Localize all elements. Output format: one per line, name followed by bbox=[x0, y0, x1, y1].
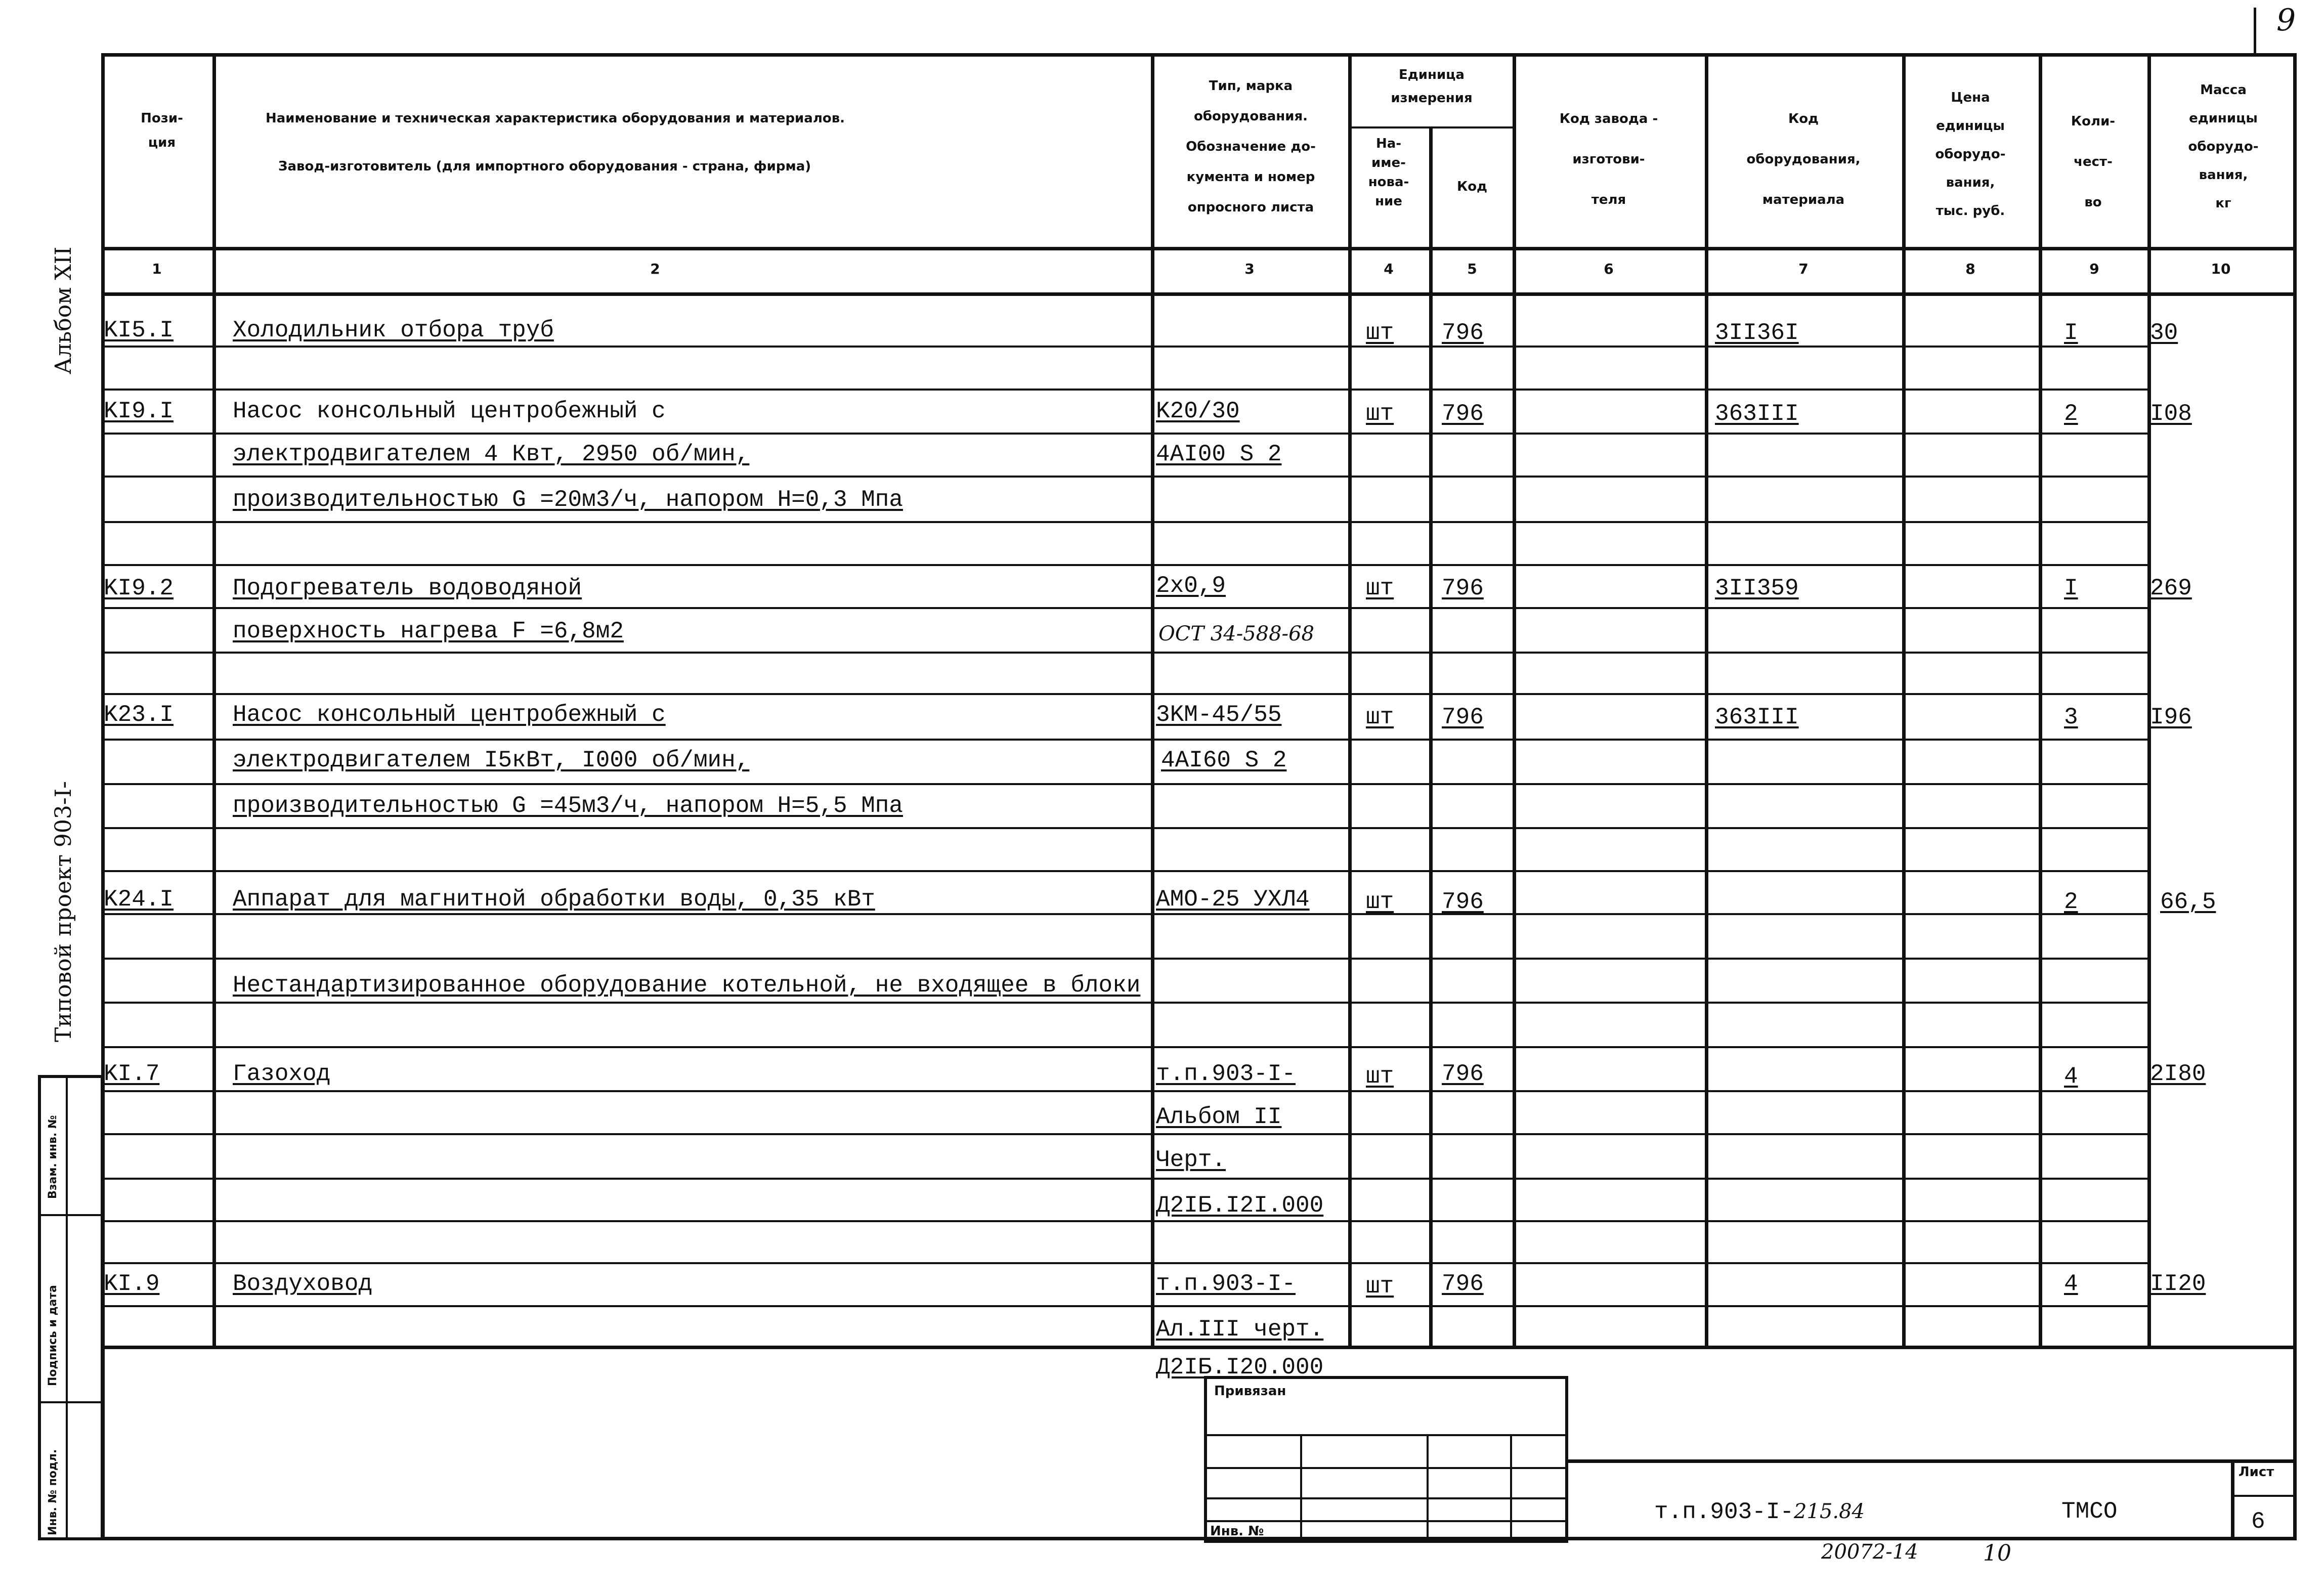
row-type: т.п.903-I- bbox=[1156, 1271, 1296, 1297]
doc-code-handwritten: 215.84 bbox=[1794, 1500, 1865, 1523]
row-line bbox=[101, 827, 2150, 829]
row-line bbox=[101, 1090, 2150, 1092]
colnum-5: 5 bbox=[1467, 261, 1477, 277]
header-col10: Масса единицы оборудо- вания, кг bbox=[2188, 82, 2259, 211]
project-label: Типовой проект 903-I- bbox=[51, 781, 76, 1042]
col-line-4 bbox=[1429, 126, 1433, 1348]
row-code: 796 bbox=[1442, 704, 1484, 730]
row-type: Д2IБ.I20.000 bbox=[1156, 1354, 1324, 1381]
row-line bbox=[101, 564, 2150, 566]
row-qty: I bbox=[2064, 320, 2078, 346]
col-line-8 bbox=[2039, 53, 2042, 1348]
row-unit: шт bbox=[1366, 575, 1394, 601]
colnum-4: 4 bbox=[1384, 261, 1394, 277]
title-block-sheet-line bbox=[2231, 1495, 2297, 1497]
title-block-line bbox=[1204, 1497, 1568, 1499]
row-code: 796 bbox=[1442, 1271, 1484, 1297]
row-name: производительностью G =20м3/ч, напором Н=0,3 Мпа bbox=[233, 487, 903, 513]
row-mass: 66,5 bbox=[2160, 889, 2216, 915]
row-code: 796 bbox=[1442, 889, 1484, 915]
row-name: Насос консольный центробежный с bbox=[233, 702, 666, 728]
row-unit: шт bbox=[1366, 704, 1394, 730]
row-mass: I96 bbox=[2150, 704, 2192, 730]
row-line bbox=[101, 1178, 2150, 1180]
header-col9: Коли- чест- во bbox=[2071, 114, 2116, 210]
stamp-divider bbox=[38, 1401, 104, 1403]
section-heading: Нестандартизированное оборудование котельной, не входящее в блоки bbox=[233, 972, 1141, 999]
doc-series: ТМСО bbox=[2061, 1498, 2118, 1525]
row-line bbox=[101, 1002, 2150, 1004]
row-line bbox=[101, 389, 2150, 391]
row-pos: K24.I bbox=[104, 886, 174, 913]
doc-code-prefix: т.п.903-I- bbox=[1654, 1499, 1794, 1525]
colnum-2: 2 bbox=[650, 261, 660, 277]
row-pos: KI.7 bbox=[104, 1061, 160, 1087]
title-block-main-line bbox=[1568, 1459, 2297, 1463]
row-type: AMO-25 УХЛ4 bbox=[1156, 886, 1310, 913]
row-type: K20/30 bbox=[1156, 398, 1240, 424]
row-pos: KI.9 bbox=[104, 1271, 160, 1297]
header-col3: Тип, марка оборудования. Обозначение до- кумента и номер опросного листа bbox=[1186, 78, 1316, 215]
title-block-frame bbox=[1204, 1376, 1568, 1543]
row-type: Д2IБ.I2I.000 bbox=[1156, 1192, 1324, 1219]
row-type: Черт. bbox=[1156, 1147, 1226, 1173]
row-qty: I bbox=[2064, 575, 2078, 601]
stamp-replacement-label: Взам. инв. № bbox=[47, 1115, 59, 1199]
row-code7: 363III bbox=[1715, 704, 1799, 730]
stamp-divider-vertical bbox=[66, 1075, 68, 1540]
colnum-8: 8 bbox=[1965, 261, 1975, 277]
row-line bbox=[101, 476, 2150, 478]
row-name: Аппарат для магнитной обработки воды, 0,35 кВт bbox=[233, 886, 875, 913]
row-qty: 4 bbox=[2064, 1271, 2078, 1297]
row-line bbox=[101, 958, 2150, 960]
row-name: Подогреватель водоводяной bbox=[233, 575, 582, 601]
row-type: Ал.III черт. bbox=[1156, 1316, 1324, 1343]
page-number-divider bbox=[2254, 8, 2256, 53]
row-type: 4AI60 S 2 bbox=[1161, 747, 1287, 773]
colnum-10: 10 bbox=[2211, 261, 2231, 277]
table-bottom-line bbox=[101, 1346, 2297, 1349]
row-code: 796 bbox=[1442, 1061, 1484, 1087]
col-line-1 bbox=[212, 53, 216, 1348]
row-line bbox=[101, 346, 2150, 348]
row-qty: 2 bbox=[2064, 401, 2078, 427]
row-mass: 30 bbox=[2150, 320, 2178, 346]
colnum-9: 9 bbox=[2089, 261, 2099, 277]
stamp-divider bbox=[38, 1214, 104, 1216]
album-label: Альбом XII bbox=[51, 246, 76, 374]
archive-number: 20072-14 bbox=[1821, 1540, 1918, 1564]
row-name: Воздуховод bbox=[233, 1271, 373, 1297]
row-mass: 269 bbox=[2150, 575, 2192, 601]
row-pos: KI9.2 bbox=[104, 575, 174, 601]
header-col4: На- име- нова- ние bbox=[1368, 136, 1409, 209]
row-unit: шт bbox=[1366, 1273, 1394, 1300]
sheet-number: 6 bbox=[2251, 1508, 2265, 1535]
sheet-count: 10 bbox=[1983, 1540, 2011, 1566]
title-block-line bbox=[1204, 1467, 1568, 1469]
row-line bbox=[101, 693, 2150, 695]
header-col2-line1: Наименование и техническая характеристика оборудования и материалов. bbox=[266, 111, 845, 126]
row-pos: K23.I bbox=[104, 702, 174, 728]
title-block-vline bbox=[1300, 1434, 1302, 1540]
colnum-1: 1 bbox=[152, 261, 162, 277]
header-col7: Код оборудования, материала bbox=[1746, 111, 1861, 207]
row-line bbox=[101, 870, 2150, 872]
colnum-bottom-line bbox=[101, 292, 2297, 296]
row-mass: I08 bbox=[2150, 401, 2192, 427]
row-code7: 363III bbox=[1715, 401, 1799, 427]
row-code7: 3II359 bbox=[1715, 575, 1799, 601]
row-qty: 3 bbox=[2064, 704, 2078, 730]
row-code: 796 bbox=[1442, 320, 1484, 346]
row-line bbox=[101, 433, 2150, 435]
row-type: Альбом II bbox=[1156, 1104, 1282, 1130]
row-mass: 2I80 bbox=[2150, 1061, 2206, 1087]
row-line bbox=[101, 1046, 2150, 1048]
row-name: поверхность нагрева F =6,8м2 bbox=[233, 618, 624, 644]
header-col2-line2: Завод-изготовитель (для импортного оборудования - страна, фирма) bbox=[278, 159, 811, 174]
row-line bbox=[101, 1305, 2150, 1307]
row-code7: 3II36I bbox=[1715, 320, 1799, 346]
sheet-label: Лист bbox=[2239, 1464, 2274, 1480]
title-block-vline bbox=[1427, 1434, 1429, 1540]
row-pos: KI5.I bbox=[104, 317, 174, 343]
header-unit-group: Единица измерения bbox=[1391, 67, 1473, 106]
row-name: Газоход bbox=[233, 1061, 331, 1087]
row-name: Холодильник отбора труб bbox=[233, 317, 554, 343]
row-name: Насос консольный центробежный с bbox=[233, 398, 666, 424]
row-unit: шт bbox=[1366, 1063, 1394, 1090]
table-top-border bbox=[101, 53, 2297, 57]
row-pos: KI9.I bbox=[104, 398, 174, 424]
header-col6: Код завода - изготови- теля bbox=[1559, 111, 1658, 207]
title-block-inv-label: Инв. № bbox=[1210, 1524, 1264, 1539]
col-line-7 bbox=[1902, 53, 1906, 1348]
row-line bbox=[101, 1133, 2150, 1135]
row-line bbox=[101, 521, 2150, 523]
stamp-signature-label: Подпись и дата bbox=[47, 1285, 59, 1386]
title-block-sheet-divider bbox=[2231, 1459, 2234, 1540]
header-col8: Цена единицы оборудо- вания, тыс. руб. bbox=[1935, 90, 2006, 219]
row-code: 796 bbox=[1442, 401, 1484, 427]
row-name: производительностью G =45м3/ч, напором Н=5,5 Мпа bbox=[233, 793, 903, 819]
title-block-line bbox=[1204, 1434, 1568, 1436]
row-code: 796 bbox=[1442, 575, 1484, 601]
row-unit: шт bbox=[1366, 889, 1394, 915]
row-line bbox=[101, 652, 2150, 654]
title-block-privyazan: Привязан bbox=[1214, 1384, 1286, 1399]
col-line-5 bbox=[1513, 53, 1516, 1348]
doc-code bbox=[1654, 1497, 1865, 1526]
row-mass: II20 bbox=[2150, 1271, 2206, 1297]
row-line bbox=[101, 1262, 2150, 1264]
row-qty: 2 bbox=[2064, 889, 2078, 915]
row-unit: шт bbox=[1366, 401, 1394, 427]
row-type: 3KM-45/55 bbox=[1156, 702, 1282, 728]
title-block-line bbox=[1204, 1520, 1568, 1522]
colnum-7: 7 bbox=[1798, 261, 1809, 277]
col-line-9 bbox=[2147, 53, 2151, 1348]
row-name: электродвигателем I5кВт, I000 об/мин, bbox=[233, 747, 750, 773]
row-line bbox=[101, 739, 2150, 741]
row-line bbox=[101, 783, 2150, 785]
title-block-vline bbox=[1510, 1434, 1512, 1540]
row-type: ОСТ 34-588-68 bbox=[1158, 622, 1314, 645]
header-bottom-line bbox=[101, 247, 2297, 250]
row-line bbox=[101, 1220, 2150, 1222]
row-line bbox=[101, 607, 2150, 609]
header-col1: Пози- ция bbox=[141, 111, 183, 150]
row-type: т.п.903-I- bbox=[1156, 1061, 1296, 1087]
col-line-2 bbox=[1151, 53, 1154, 1348]
page-number: 9 bbox=[2276, 3, 2296, 38]
row-type: 2x0,9 bbox=[1156, 573, 1226, 599]
col-line-6 bbox=[1705, 53, 1708, 1348]
col-line-3 bbox=[1348, 53, 1352, 1348]
row-type: 4AI00 S 2 bbox=[1156, 441, 1282, 467]
stamp-inv-label: Инв. № подл. bbox=[47, 1449, 59, 1535]
row-name: электродвигателем 4 Квт, 2950 об/мин, bbox=[233, 441, 750, 467]
row-qty: 4 bbox=[2064, 1063, 2078, 1090]
header-col5: Код bbox=[1456, 179, 1488, 194]
colnum-6: 6 bbox=[1604, 261, 1614, 277]
row-unit: шт bbox=[1366, 320, 1394, 346]
colnum-3: 3 bbox=[1244, 261, 1255, 277]
